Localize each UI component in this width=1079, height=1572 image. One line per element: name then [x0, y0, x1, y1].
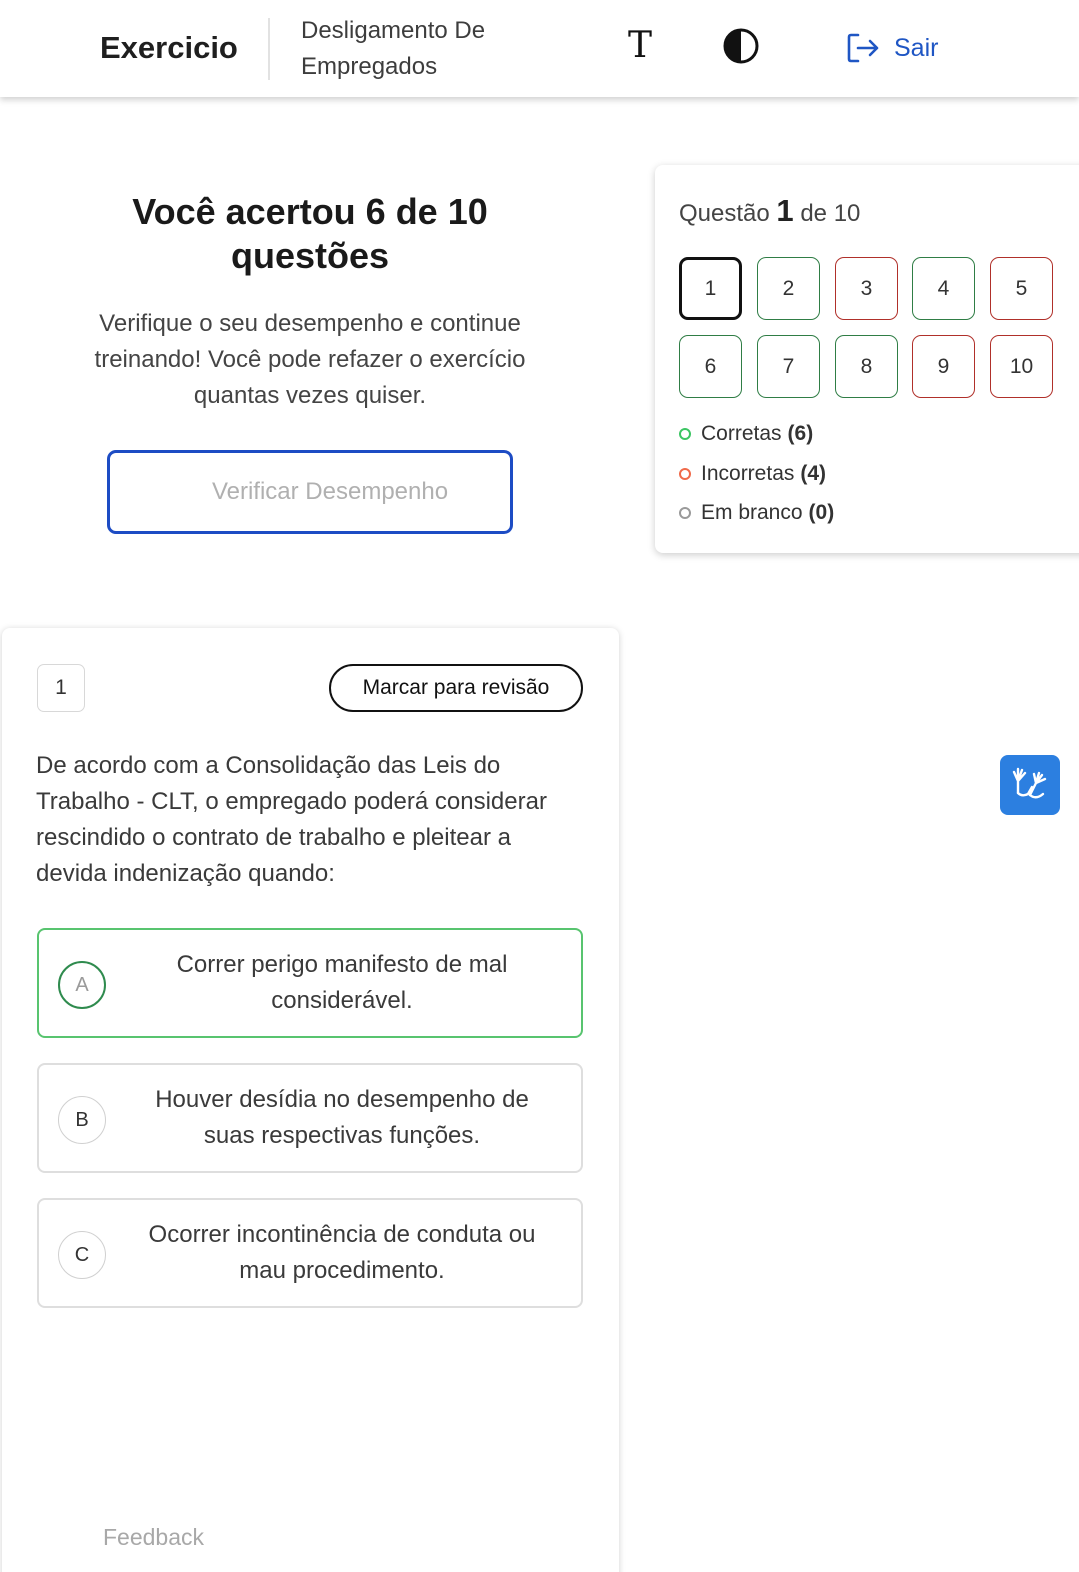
result-description-line-2: treinando! Você pode refazer o exercício [94, 346, 526, 373]
question-nav-2[interactable]: 2 [757, 257, 820, 320]
header-divider [268, 18, 270, 80]
logout-label: Sair [894, 33, 939, 62]
legend-blank-label: Em branco [701, 501, 803, 524]
question-nav-1[interactable]: 1 [679, 257, 742, 320]
option-a-line-1: Correr perigo manifesto de mal [176, 951, 508, 978]
question-line-4: devida indenização quando: [36, 860, 335, 887]
legend-correct-label: Corretas [701, 422, 782, 445]
subject-line-2: Empregados [301, 53, 438, 80]
sign-language-hands-icon [1010, 763, 1050, 808]
question-line-3: rescindido o contrato de trabalho e pleitear a [36, 824, 511, 851]
question-nav-4[interactable]: 4 [912, 257, 975, 320]
result-title-line-2: questões [230, 235, 390, 276]
result-title [60, 190, 560, 278]
answer-option-b[interactable] [37, 1063, 583, 1173]
question-nav-9[interactable]: 9 [912, 335, 975, 398]
legend-dot-blank [679, 507, 691, 519]
legend-correct [679, 422, 813, 446]
question-nav-3[interactable]: 3 [835, 257, 898, 320]
legend-dot-incorrect [679, 468, 691, 480]
question-nav-6[interactable]: 6 [679, 335, 742, 398]
contrast-icon[interactable] [722, 27, 760, 65]
question-line-2: Trabalho - CLT, o empregado poderá considerar [36, 788, 547, 815]
mark-for-review-button[interactable]: Marcar para revisão [329, 664, 583, 712]
option-text-c [127, 1217, 557, 1289]
question-navigator [655, 165, 1079, 553]
legend-blank-count: (0) [808, 501, 835, 524]
navigator-current-number: 1 [776, 193, 794, 228]
sign-language-widget-button[interactable] [1000, 755, 1060, 815]
brand-title: Exercicio [100, 30, 238, 65]
question-statement [36, 748, 591, 892]
legend-incorrect [679, 462, 826, 486]
exercise-subject [301, 13, 485, 85]
top-header [0, 0, 1079, 97]
answer-option-a[interactable] [37, 928, 583, 1038]
legend-incorrect-count: (4) [800, 462, 827, 485]
logout-icon [846, 32, 880, 64]
navigator-title-suffix: de 10 [800, 200, 861, 227]
question-nav-7[interactable]: 7 [757, 335, 820, 398]
option-c-line-1: Ocorrer incontinência de conduta ou [148, 1221, 536, 1248]
result-description-line-3: quantas vezes quiser. [193, 382, 427, 409]
question-number-badge: 1 [37, 664, 85, 712]
subject-line-1: Desligamento De [301, 17, 486, 44]
question-card [2, 628, 619, 1572]
option-text-b [127, 1082, 557, 1154]
legend-blank [679, 501, 834, 525]
option-b-line-2: suas respectivas funções. [203, 1122, 481, 1149]
question-nav-8[interactable]: 8 [835, 335, 898, 398]
option-letter-b: B [58, 1096, 106, 1144]
navigator-title [679, 193, 860, 229]
result-description-line-1: Verifique o seu desempenho e continue [99, 310, 521, 337]
legend-correct-count: (6) [787, 422, 814, 445]
result-title-line-1: Você acertou 6 de 10 [132, 191, 488, 232]
verify-performance-button[interactable]: Verificar Desempenho [107, 450, 513, 534]
option-letter-a: A [58, 961, 106, 1009]
navigator-title-prefix: Questão [679, 200, 770, 227]
option-c-line-2: mau procedimento. [239, 1257, 445, 1284]
feedback-link[interactable]: Feedback [103, 1524, 205, 1550]
option-text-a [127, 947, 557, 1019]
option-b-line-1: Houver desídia no desempenho de [155, 1086, 529, 1113]
question-line-1: De acordo com a Consolidação das Leis do [36, 752, 501, 779]
font-size-icon[interactable]: T [627, 25, 652, 66]
question-nav-10[interactable]: 10 [990, 335, 1053, 398]
answer-option-c[interactable] [37, 1198, 583, 1308]
option-letter-c: C [58, 1231, 106, 1279]
result-description [60, 306, 560, 414]
logout-button[interactable] [846, 30, 938, 66]
legend-dot-correct [679, 428, 691, 440]
question-nav-5[interactable]: 5 [990, 257, 1053, 320]
legend-incorrect-label: Incorretas [701, 462, 795, 485]
option-a-line-2: considerável. [271, 987, 413, 1014]
